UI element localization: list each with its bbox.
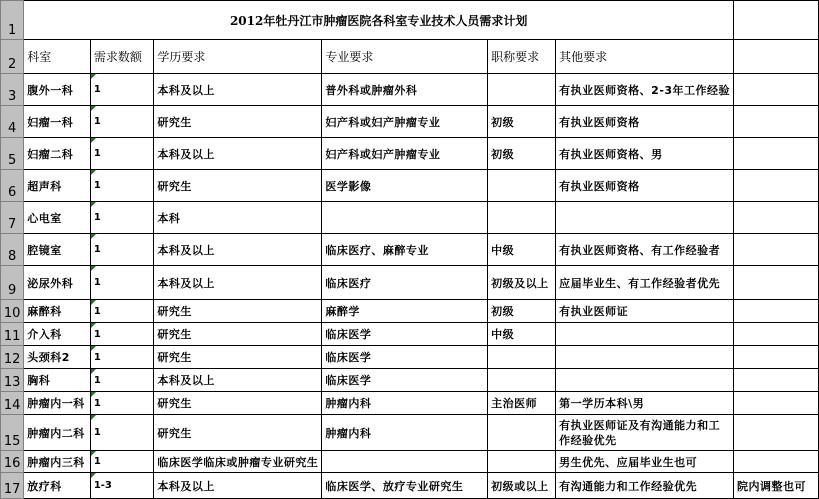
table-row: [1, 346, 819, 369]
dept-cell[interactable]: 妇瘤二科: [24, 138, 91, 170]
major-cell[interactable]: 普外科或肿瘤外科: [322, 74, 488, 106]
education-cell[interactable]: 本科及以上: [154, 138, 322, 170]
count-cell[interactable]: 1-3: [90, 473, 154, 499]
row-number[interactable]: 8: [1, 234, 24, 266]
row-number[interactable]: 11: [1, 323, 24, 346]
education-cell[interactable]: 研究生: [154, 300, 322, 323]
table-row: [1, 170, 819, 202]
other-cell[interactable]: [556, 369, 734, 392]
text-number-indicator-icon: [91, 106, 96, 111]
text-number-indicator-icon: [91, 74, 96, 79]
text-number-indicator-icon: [91, 138, 96, 143]
major-cell[interactable]: [322, 202, 488, 234]
major-cell[interactable]: 肿瘤内科: [322, 392, 488, 415]
education-cell[interactable]: 本科及以上: [154, 473, 322, 499]
other-cell[interactable]: 有沟通能力和工作经验优先: [556, 473, 734, 499]
count-cell[interactable]: 1: [90, 346, 154, 369]
other-cell[interactable]: 应届毕业生、有工作经验者优先: [556, 266, 734, 300]
count-cell[interactable]: 1: [90, 138, 154, 170]
header-education[interactable]: 学历要求: [154, 40, 322, 74]
education-cell[interactable]: 研究生: [154, 415, 322, 451]
row-number[interactable]: 14: [1, 392, 24, 415]
row-number[interactable]: 5: [1, 138, 24, 170]
other-cell[interactable]: 有执业医师资格: [556, 170, 734, 202]
count-cell[interactable]: 1: [90, 170, 154, 202]
table-row: [1, 369, 819, 392]
count-cell[interactable]: 1: [90, 266, 154, 300]
title-cell[interactable]: 中级: [488, 234, 556, 266]
table-row: [1, 266, 819, 300]
title-cell[interactable]: [488, 451, 556, 473]
major-cell[interactable]: 妇产科或妇产肿瘤专业: [322, 138, 488, 170]
cell[interactable]: [734, 40, 819, 74]
extra-cell[interactable]: [734, 323, 819, 346]
major-cell[interactable]: 临床医学: [322, 346, 488, 369]
table-row: [1, 202, 819, 234]
title-cell[interactable]: 初级: [488, 138, 556, 170]
row-number[interactable]: 7: [1, 202, 24, 234]
count-cell[interactable]: 1: [90, 74, 154, 106]
text-number-indicator-icon: [91, 323, 96, 328]
table-row: [1, 234, 819, 266]
extra-cell[interactable]: [734, 74, 819, 106]
title-cell[interactable]: [488, 74, 556, 106]
major-cell[interactable]: 临床医学、放疗专业研究生: [322, 473, 488, 499]
major-cell[interactable]: 医学影像: [322, 170, 488, 202]
sheet-title[interactable]: 2012年牡丹江市肿瘤医院各科室专业技术人员需求计划: [24, 1, 734, 40]
dept-cell[interactable]: 妇瘤一科: [24, 106, 91, 138]
extra-cell[interactable]: [734, 392, 819, 415]
extra-cell[interactable]: [734, 451, 819, 473]
count-cell[interactable]: 1: [90, 106, 154, 138]
other-cell[interactable]: 有执业医师资格、2-3年工作经验: [556, 74, 734, 106]
row-number[interactable]: 2: [1, 40, 24, 74]
education-cell[interactable]: 研究生: [154, 170, 322, 202]
other-cell[interactable]: 有执业医师资格、有工作经验者: [556, 234, 734, 266]
extra-cell[interactable]: [734, 415, 819, 451]
other-cell[interactable]: [556, 323, 734, 346]
text-number-indicator-icon: [91, 473, 96, 478]
count-cell[interactable]: 1: [90, 451, 154, 473]
other-cell[interactable]: 男生优先、应届毕业生也可: [556, 451, 734, 473]
other-cell[interactable]: 有执业医师证: [556, 300, 734, 323]
major-cell[interactable]: 麻醉学: [322, 300, 488, 323]
row-number[interactable]: 15: [1, 415, 24, 451]
dept-cell[interactable]: 肿瘤内二科: [24, 415, 91, 451]
other-cell[interactable]: 有执业医师资格: [556, 106, 734, 138]
count-cell[interactable]: 1: [90, 323, 154, 346]
table-row: [1, 138, 819, 170]
row-number[interactable]: 4: [1, 106, 24, 138]
major-cell[interactable]: [322, 451, 488, 473]
count-cell[interactable]: 1: [90, 392, 154, 415]
extra-cell[interactable]: [734, 106, 819, 138]
dept-cell[interactable]: 肿瘤内三科: [24, 451, 91, 473]
extra-cell[interactable]: [734, 202, 819, 234]
table-row: [1, 415, 819, 451]
cell[interactable]: [734, 1, 819, 40]
title-cell[interactable]: [488, 170, 556, 202]
extra-cell[interactable]: [734, 369, 819, 392]
row-number[interactable]: 6: [1, 170, 24, 202]
other-cell[interactable]: 有执业医师资格、男: [556, 138, 734, 170]
dept-cell[interactable]: 肿瘤内一科: [24, 392, 91, 415]
count-cell[interactable]: 1: [90, 369, 154, 392]
major-cell[interactable]: 肿瘤内科: [322, 415, 488, 451]
title-cell[interactable]: 主治医师: [488, 392, 556, 415]
other-cell[interactable]: [556, 202, 734, 234]
text-number-indicator-icon: [91, 451, 96, 456]
count-cell[interactable]: 1: [90, 202, 154, 234]
major-cell[interactable]: 妇产科或妇产肿瘤专业: [322, 106, 488, 138]
education-cell[interactable]: 临床医学临床或肿瘤专业研究生: [154, 451, 322, 473]
dept-cell[interactable]: 麻醉科: [24, 300, 91, 323]
row-number[interactable]: 13: [1, 369, 24, 392]
text-number-indicator-icon: [91, 346, 96, 351]
title-cell[interactable]: [488, 369, 556, 392]
education-cell[interactable]: 本科及以上: [154, 266, 322, 300]
text-number-indicator-icon: [91, 415, 96, 420]
dept-cell[interactable]: 心电室: [24, 202, 91, 234]
other-cell[interactable]: 第一学历本科\男: [556, 392, 734, 415]
dept-cell[interactable]: 超声科: [24, 170, 91, 202]
table-row: [1, 300, 819, 323]
education-cell[interactable]: 研究生: [154, 323, 322, 346]
header-other[interactable]: 其他要求: [556, 40, 734, 74]
other-cell[interactable]: [556, 346, 734, 369]
extra-cell[interactable]: [734, 138, 819, 170]
title-cell[interactable]: 初级: [488, 106, 556, 138]
extra-cell[interactable]: [734, 300, 819, 323]
major-cell[interactable]: 临床医学: [322, 323, 488, 346]
major-cell[interactable]: 临床医学: [322, 369, 488, 392]
title-cell[interactable]: 中级: [488, 323, 556, 346]
row-number[interactable]: 16: [1, 451, 24, 473]
row-number[interactable]: 3: [1, 74, 24, 106]
title-cell[interactable]: 初级及以上: [488, 266, 556, 300]
table-row: [1, 473, 819, 499]
education-cell[interactable]: 研究生: [154, 392, 322, 415]
other-cell[interactable]: 有执业医师证及有沟通能力和工作经验优先: [556, 415, 734, 451]
dept-cell[interactable]: 腹外一科: [24, 74, 91, 106]
extra-cell[interactable]: 院内调整也可: [734, 473, 819, 499]
text-number-indicator-icon: [91, 202, 96, 207]
row-number[interactable]: 1: [1, 1, 24, 40]
dept-cell[interactable]: 放疗科: [24, 473, 91, 499]
table-row: [1, 74, 819, 106]
table-row: [1, 392, 819, 415]
extra-cell[interactable]: [734, 346, 819, 369]
table-row: [1, 451, 819, 473]
text-number-indicator-icon: [91, 234, 96, 239]
education-cell[interactable]: 本科: [154, 202, 322, 234]
major-cell[interactable]: 临床医疗、麻醉专业: [322, 234, 488, 266]
row-number[interactable]: 10: [1, 300, 24, 323]
table-row: [1, 323, 819, 346]
major-cell[interactable]: 临床医疗: [322, 266, 488, 300]
extra-cell[interactable]: [734, 234, 819, 266]
text-number-indicator-icon: [91, 266, 96, 271]
header-row: [1, 40, 819, 74]
dept-cell[interactable]: 头颈科2: [24, 346, 91, 369]
title-cell[interactable]: 初级: [488, 300, 556, 323]
row-number[interactable]: 9: [1, 266, 24, 300]
header-major[interactable]: 专业要求: [322, 40, 488, 74]
education-cell[interactable]: 本科及以上: [154, 74, 322, 106]
education-cell[interactable]: 研究生: [154, 106, 322, 138]
row-number[interactable]: 12: [1, 346, 24, 369]
text-number-indicator-icon: [91, 369, 96, 374]
row-number[interactable]: 17: [1, 473, 24, 499]
title-cell[interactable]: [488, 202, 556, 234]
title-cell[interactable]: [488, 415, 556, 451]
dept-cell[interactable]: 泌尿外科: [24, 266, 91, 300]
text-number-indicator-icon: [91, 392, 96, 397]
title-cell[interactable]: [488, 346, 556, 369]
education-cell[interactable]: 研究生: [154, 346, 322, 369]
extra-cell[interactable]: [734, 170, 819, 202]
text-number-indicator-icon: [91, 300, 96, 305]
count-cell[interactable]: 1: [90, 234, 154, 266]
extra-cell[interactable]: [734, 266, 819, 300]
education-cell[interactable]: 本科及以上: [154, 234, 322, 266]
table-row: [1, 106, 819, 138]
title-cell[interactable]: 初级或以上: [488, 473, 556, 499]
title-row: [1, 1, 819, 40]
text-number-indicator-icon: [91, 170, 96, 175]
dept-cell[interactable]: 胸科: [24, 369, 91, 392]
education-cell[interactable]: 本科及以上: [154, 369, 322, 392]
dept-cell[interactable]: 腔镜室: [24, 234, 91, 266]
count-cell[interactable]: 1: [90, 300, 154, 323]
header-title[interactable]: 职称要求: [488, 40, 556, 74]
dept-cell[interactable]: 介入科: [24, 323, 91, 346]
count-cell[interactable]: 1: [90, 415, 154, 451]
header-count[interactable]: 需求数额: [90, 40, 154, 74]
header-dept[interactable]: 科室: [24, 40, 91, 74]
